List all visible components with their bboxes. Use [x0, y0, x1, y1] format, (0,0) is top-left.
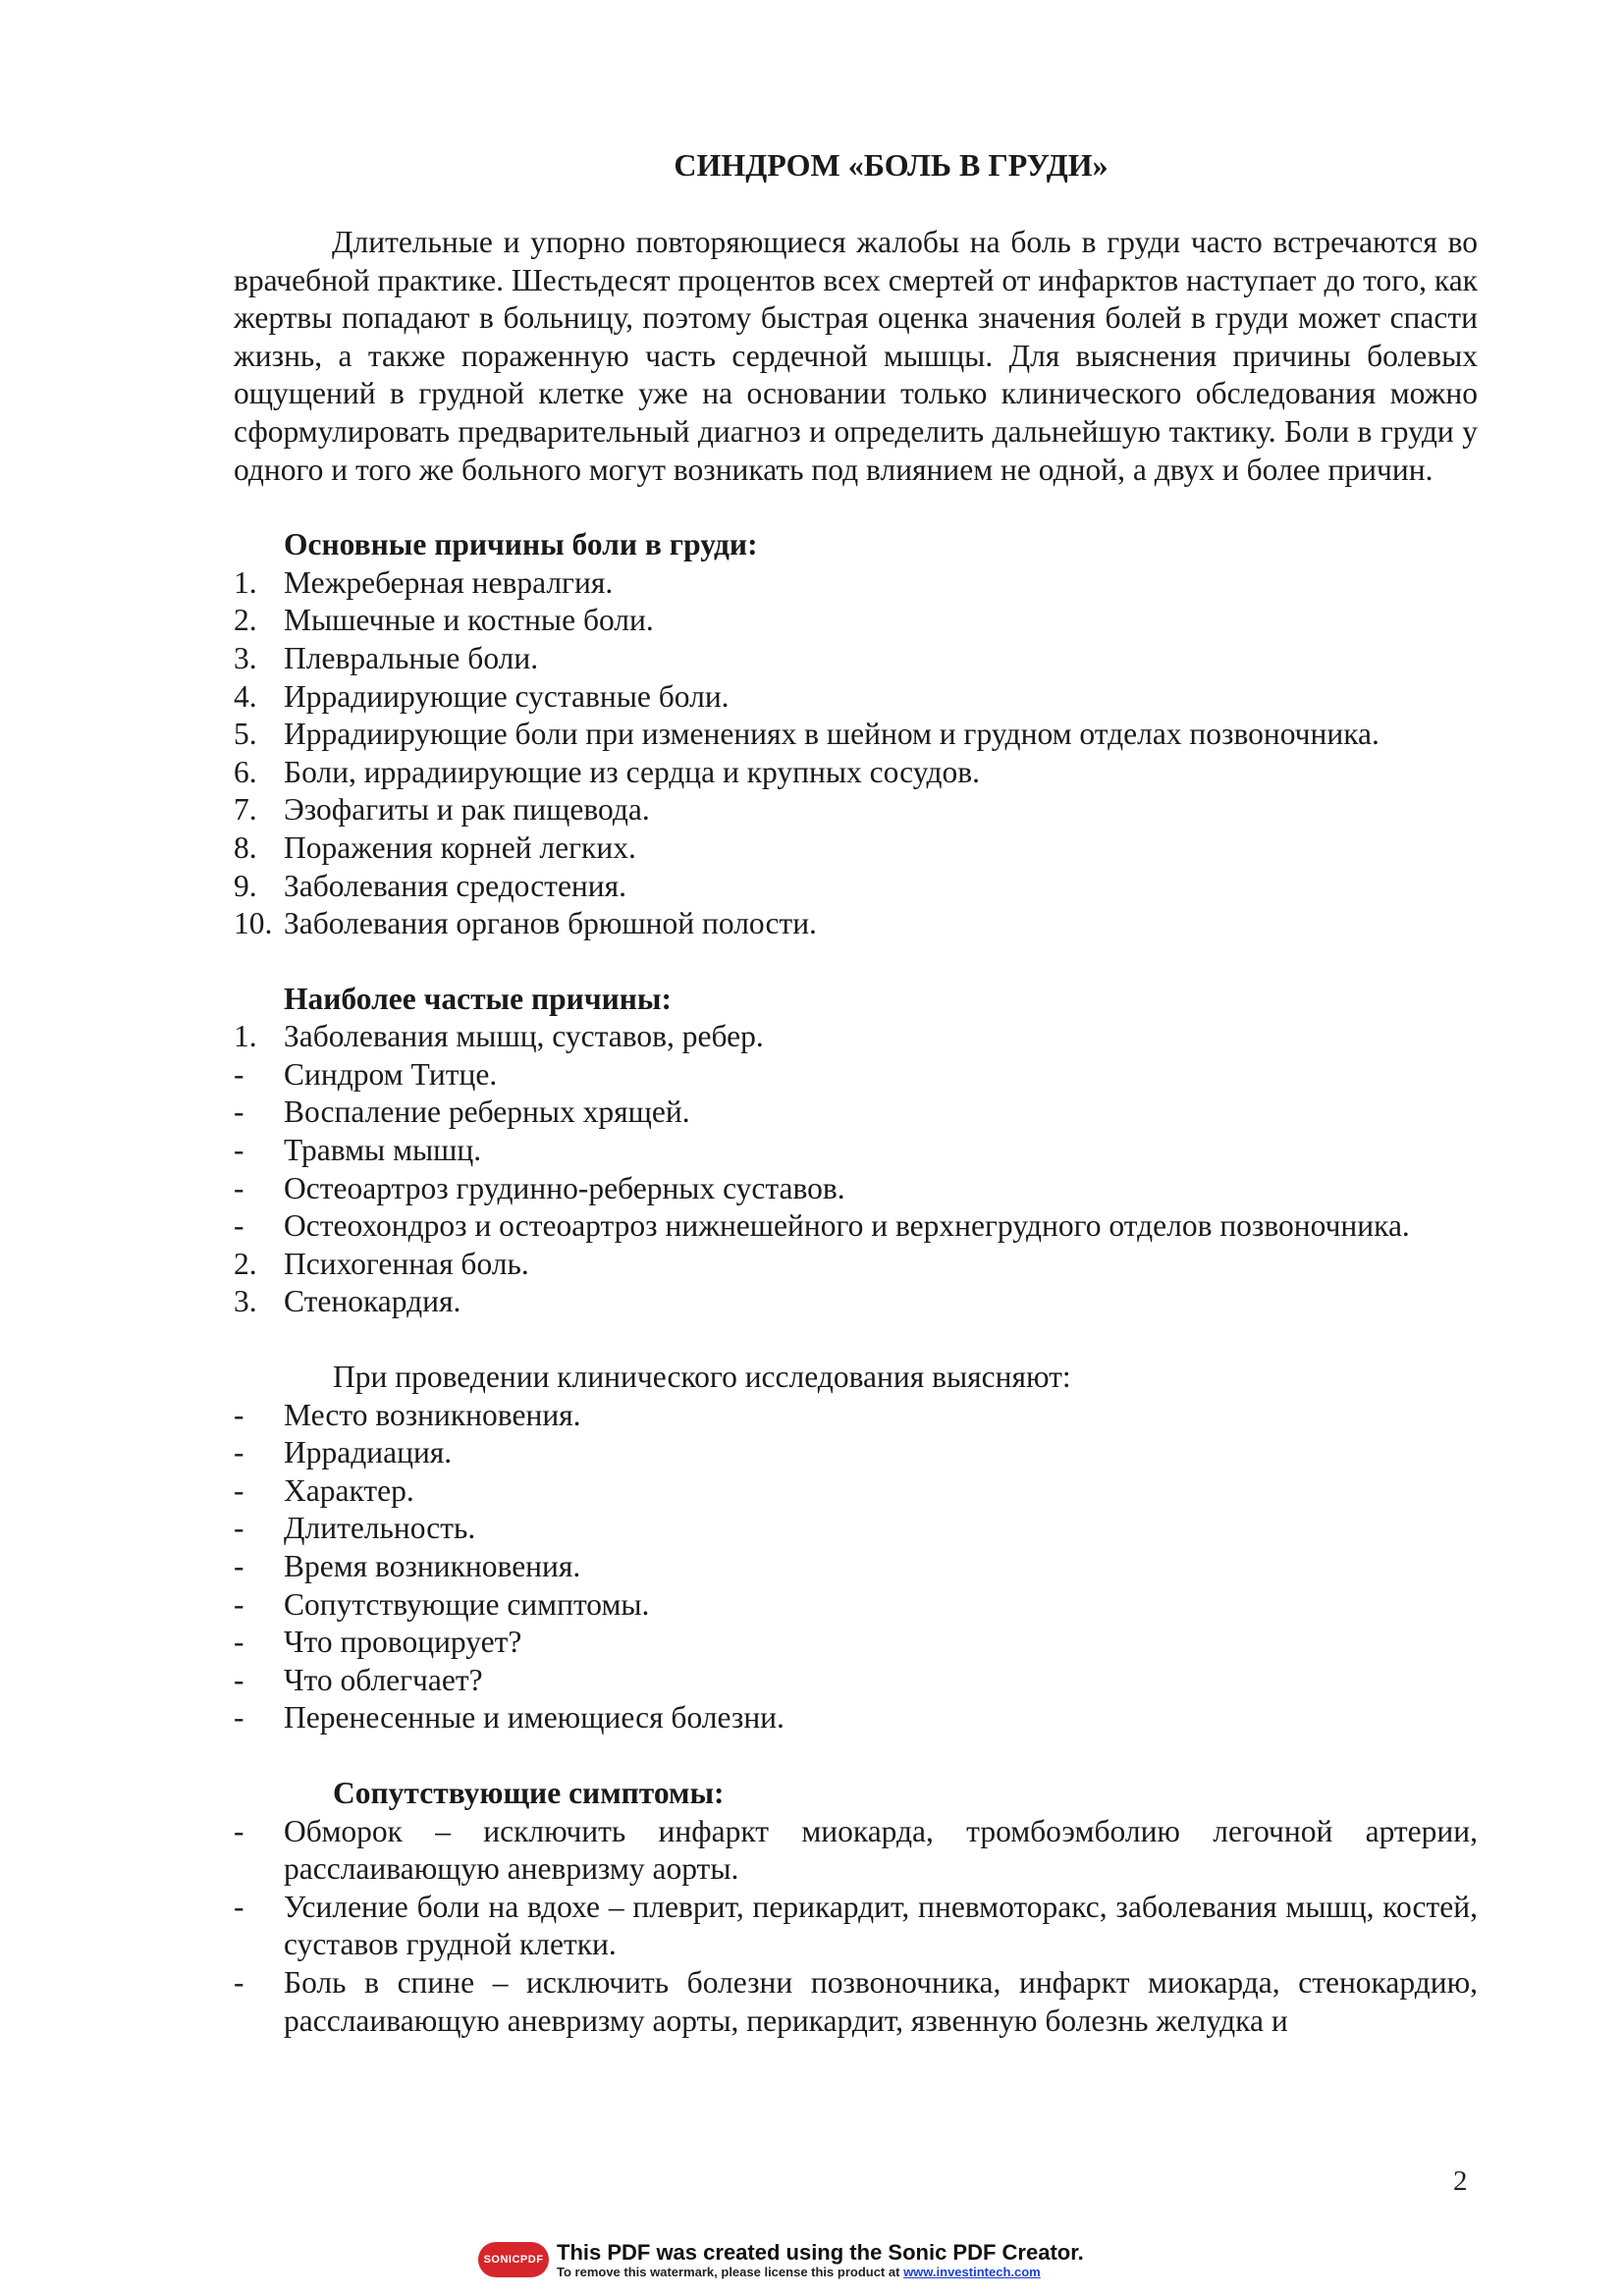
watermark-link[interactable]: www.investintech.com — [903, 2264, 1041, 2279]
intro-paragraph: Длительные и упорно повторяющиеся жалобы на боль в груди часто встречаются во врачебной практике. Шестьдесят процентов всех смертей от инфарктов наступает до того, как жертвы попадают в больницу, поэтому быстрая оценка значения болей в груди может спасти жизнь, а также пораженную часть сердечной мышцы. Для выяснения причины болевых ощущений в грудной клетке уже на основании только клинического обследования можно сформулировать предварительный диагноз и определить дальнейшую тактику. Боли в груди у одного и того же больного могут возникать под влиянием не одной, а двух и более причин. — [234, 225, 1478, 487]
symptoms-list — [234, 1813, 1478, 2041]
list-item — [234, 1207, 1478, 1246]
list-item-marker: - — [234, 1133, 244, 1168]
list-item-marker: - — [234, 1095, 244, 1130]
list-item-marker: 7. — [234, 792, 257, 828]
list-item-marker: - — [234, 1625, 244, 1660]
list-item-text: Характер. — [284, 1472, 414, 1508]
watermark-text — [557, 2239, 1084, 2279]
list-item-text: Остеохондроз и остеоартроз нижнешейного и верхнегрудного отделов позвоночника. — [284, 1208, 1410, 1244]
list-item — [234, 1699, 1478, 1737]
list-item-text: Остеоартроз грудинно-реберных суставов. — [284, 1170, 845, 1205]
list-item-marker: 9. — [234, 868, 257, 903]
list-item-text: Заболевания мышц, суставов, ребер. — [284, 1019, 764, 1054]
list-item-marker: - — [234, 1056, 244, 1092]
watermark-license-text: To remove this watermark, please license this product at — [557, 2264, 900, 2279]
list-item-text: Боли, иррадиирующие из сердца и крупных сосудов. — [284, 754, 981, 789]
list-item-marker: - — [234, 1662, 244, 1697]
list-item — [234, 868, 1478, 906]
list-item-text: Заболевания средостения. — [284, 868, 627, 903]
list-item — [234, 1510, 1478, 1548]
list-item-marker: 1. — [234, 1019, 257, 1054]
list-item — [234, 1056, 1478, 1095]
list-item-marker: 8. — [234, 829, 257, 865]
list-item-marker: 3. — [234, 1284, 257, 1319]
list-item — [234, 1813, 1478, 1889]
frequent-causes-list — [234, 1018, 1478, 1321]
list-item — [234, 1170, 1478, 1208]
symptoms-heading: Сопутствующие симптомы: — [333, 1775, 725, 1810]
list-item — [234, 1624, 1478, 1662]
list-item-text: Усиление боли на вдохе – плеврит, перикардит, пневмоторакс, заболевания мышц, костей, суставов грудной клетки. — [284, 1889, 1478, 1962]
list-item-marker: - — [234, 1397, 244, 1432]
list-item-text: Стенокардия. — [284, 1284, 461, 1319]
list-item-marker: - — [234, 1208, 244, 1244]
list-item — [234, 1548, 1478, 1586]
list-item — [234, 1472, 1478, 1511]
list-item — [234, 640, 1478, 678]
list-item-text: Сопутствующие симптомы. — [284, 1586, 650, 1622]
list-item — [234, 1662, 1478, 1700]
list-item-marker: 1. — [234, 564, 257, 600]
list-item — [234, 791, 1478, 829]
clinical-study-list — [234, 1397, 1478, 1737]
list-item-text: Психогенная боль. — [284, 1246, 529, 1281]
list-item — [234, 905, 1478, 943]
list-item — [234, 564, 1478, 603]
list-item — [234, 1018, 1478, 1056]
list-item-marker: 2. — [234, 603, 257, 638]
list-item — [234, 1246, 1478, 1284]
list-item — [234, 1889, 1478, 1964]
list-item-marker: - — [234, 1511, 244, 1546]
list-item-text: Травмы мышц. — [284, 1133, 482, 1168]
list-item-marker: 10. — [234, 906, 273, 941]
list-item-text: Мышечные и костные боли. — [284, 603, 654, 638]
list-item-marker: - — [234, 1549, 244, 1583]
list-item-text: Место возникновения. — [284, 1397, 581, 1432]
list-item — [234, 1964, 1478, 2040]
list-item-text: Время возникновения. — [284, 1549, 581, 1583]
list-item-marker: - — [234, 1586, 244, 1622]
list-item — [234, 678, 1478, 717]
list-item — [234, 829, 1478, 868]
list-item — [234, 602, 1478, 640]
list-item-text: Воспаление реберных хрящей. — [284, 1095, 690, 1130]
list-item — [234, 754, 1478, 792]
list-item-text: Длительность. — [284, 1511, 476, 1546]
clinical-study-heading: При проведении клинического исследования выясняют: — [333, 1360, 1071, 1395]
list-item-marker: - — [234, 1170, 244, 1205]
list-item — [234, 1397, 1478, 1435]
list-item-text: Поражения корней легких. — [284, 829, 636, 865]
list-item-marker: - — [234, 1700, 244, 1735]
page-title: СИНДРОМ «БОЛЬ В ГРУДИ» — [674, 147, 1109, 183]
pdf-watermark — [478, 2238, 1165, 2281]
list-item-marker: - — [234, 1889, 244, 1924]
list-item — [234, 716, 1478, 754]
list-item-text: Эзофагиты и рак пищевода. — [284, 792, 650, 828]
list-item-text: Заболевания органов брюшной полости. — [284, 906, 817, 941]
list-item-text: Синдром Титце. — [284, 1056, 498, 1092]
page-number: 2 — [1453, 2165, 1468, 2197]
list-item-text: Плевральные боли. — [284, 640, 539, 675]
list-item-text: Иррадиация. — [284, 1435, 453, 1470]
main-causes-list — [234, 564, 1478, 943]
sonic-pdf-logo: SONICPDF — [478, 2242, 549, 2277]
list-item-text: Межреберная невралгия. — [284, 564, 614, 600]
list-item-text: Иррадиирующие боли при изменениях в шейном и грудном отделах позвоночника. — [284, 717, 1380, 752]
list-item-marker: - — [234, 1435, 244, 1470]
list-item-text: Что провоцирует? — [284, 1625, 522, 1660]
frequent-causes-heading: Наиболее частые причины: — [284, 981, 672, 1016]
list-item — [234, 1094, 1478, 1132]
list-item-text: Перенесенные и имеющиеся болезни. — [284, 1700, 784, 1735]
list-item-marker: - — [234, 1964, 244, 2000]
list-item — [234, 1586, 1478, 1625]
list-item-text: Боль в спине – исключить болезни позвоночника, инфаркт миокарда, стенокардию, расслаивающую аневризму аорты, перикардит, язвенную болезнь желудка и — [284, 1964, 1478, 2038]
list-item-marker: - — [234, 1472, 244, 1508]
watermark-sub-text — [557, 2266, 1084, 2278]
list-item-marker: 4. — [234, 678, 257, 714]
list-item-marker: 6. — [234, 754, 257, 789]
document-body — [234, 145, 1478, 2040]
list-item — [234, 1283, 1478, 1321]
list-item — [234, 1132, 1478, 1170]
list-item-text: Что облегчает? — [284, 1662, 483, 1697]
main-causes-heading: Основные причины боли в груди: — [284, 527, 758, 562]
list-item-text: Обморок – исключить инфаркт миокарда, тромбоэмболию легочной артерии, расслаивающую аневризму аорты. — [284, 1813, 1478, 1887]
list-item-text: Иррадиирующие суставные боли. — [284, 678, 730, 714]
watermark-main-text: This PDF was created using the Sonic PDF Creator. — [557, 2239, 1084, 2265]
list-item-marker: 5. — [234, 717, 257, 752]
list-item-marker: 3. — [234, 640, 257, 675]
list-item — [234, 1434, 1478, 1472]
list-item-marker: - — [234, 1813, 244, 1848]
list-item-marker: 2. — [234, 1246, 257, 1281]
